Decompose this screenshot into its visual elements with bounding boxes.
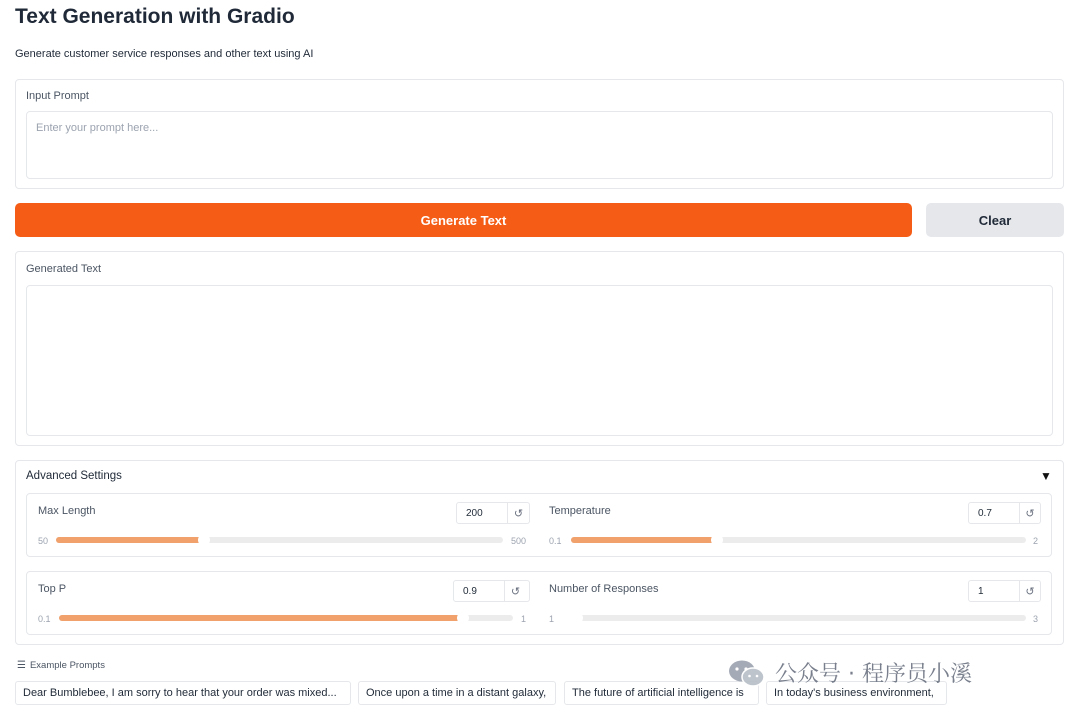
max-length-input[interactable] [457, 503, 507, 523]
wechat-icon [727, 658, 767, 688]
slider-row-1 [26, 493, 1052, 557]
max-length-max: 500 [511, 536, 527, 546]
advanced-settings-title[interactable]: Advanced Settings [26, 470, 122, 482]
temperature-fill [571, 537, 717, 543]
generated-text-label: Generated Text [26, 263, 102, 275]
num-responses-min: 1 [549, 614, 555, 624]
top-p-input[interactable] [454, 581, 504, 601]
page-title: Text Generation with Gradio [15, 5, 295, 28]
temperature-reset-icon[interactable]: ↺ [1019, 503, 1040, 523]
temperature-max: 2 [1033, 536, 1039, 546]
top-p-thumb[interactable] [457, 612, 469, 624]
max-length-slider[interactable] [56, 537, 503, 543]
example-prompt-4[interactable]: In today's business environment, [766, 681, 947, 705]
max-length-label: Max Length [38, 505, 96, 517]
clear-button[interactable]: Clear [926, 203, 1064, 237]
example-prompt-3[interactable]: The future of artificial intelligence is [564, 681, 759, 705]
num-responses-max: 3 [1033, 614, 1039, 624]
collapse-arrow-icon[interactable]: ▼ [1040, 469, 1052, 483]
num-responses-label: Number of Responses [549, 583, 659, 595]
page-subtitle: Generate customer service responses and other text using AI [15, 48, 314, 60]
temperature-min: 0.1 [549, 536, 562, 546]
slider-row-2 [26, 571, 1052, 635]
num-responses-reset-icon[interactable]: ↺ [1019, 581, 1040, 601]
top-p-reset-icon[interactable]: ↺ [504, 581, 526, 601]
input-prompt-panel [15, 79, 1064, 189]
max-length-fill [56, 537, 204, 543]
list-icon: ☰ [17, 660, 26, 671]
example-prompts-label: Example Prompts [29, 660, 105, 671]
generated-text-field[interactable] [26, 285, 1053, 436]
generated-text-panel [15, 251, 1064, 446]
num-responses-thumb[interactable] [571, 612, 583, 624]
temperature-thumb[interactable] [711, 534, 723, 546]
top-p-label: Top P [38, 583, 67, 595]
temperature-number [968, 502, 1041, 524]
generate-text-button[interactable]: Generate Text [15, 203, 912, 237]
temperature-label: Temperature [549, 505, 611, 517]
watermark [727, 657, 972, 688]
top-p-number [453, 580, 530, 602]
example-prompt-2[interactable]: Once upon a time in a distant galaxy, [358, 681, 556, 705]
top-p-min: 0.1 [38, 614, 51, 624]
example-prompt-1[interactable]: Dear Bumblebee, I am sorry to hear that your order was mixed... [15, 681, 351, 705]
num-responses-number [968, 580, 1041, 602]
num-responses-slider[interactable] [571, 615, 1026, 621]
watermark-text: 公众号 · 程序员小溪 [775, 662, 972, 687]
top-p-max: 1 [521, 614, 527, 624]
example-prompts-header [17, 660, 105, 671]
temperature-slider[interactable] [571, 537, 1026, 543]
max-length-min: 50 [38, 536, 49, 546]
top-p-slider[interactable] [59, 615, 513, 621]
max-length-reset-icon[interactable]: ↺ [507, 503, 529, 523]
input-prompt-field[interactable] [26, 111, 1053, 179]
num-responses-input[interactable] [969, 581, 1019, 601]
top-p-fill [59, 615, 463, 621]
max-length-number [456, 502, 530, 524]
temperature-input[interactable] [969, 503, 1019, 523]
input-prompt-label: Input Prompt [26, 90, 89, 102]
max-length-thumb[interactable] [198, 534, 210, 546]
